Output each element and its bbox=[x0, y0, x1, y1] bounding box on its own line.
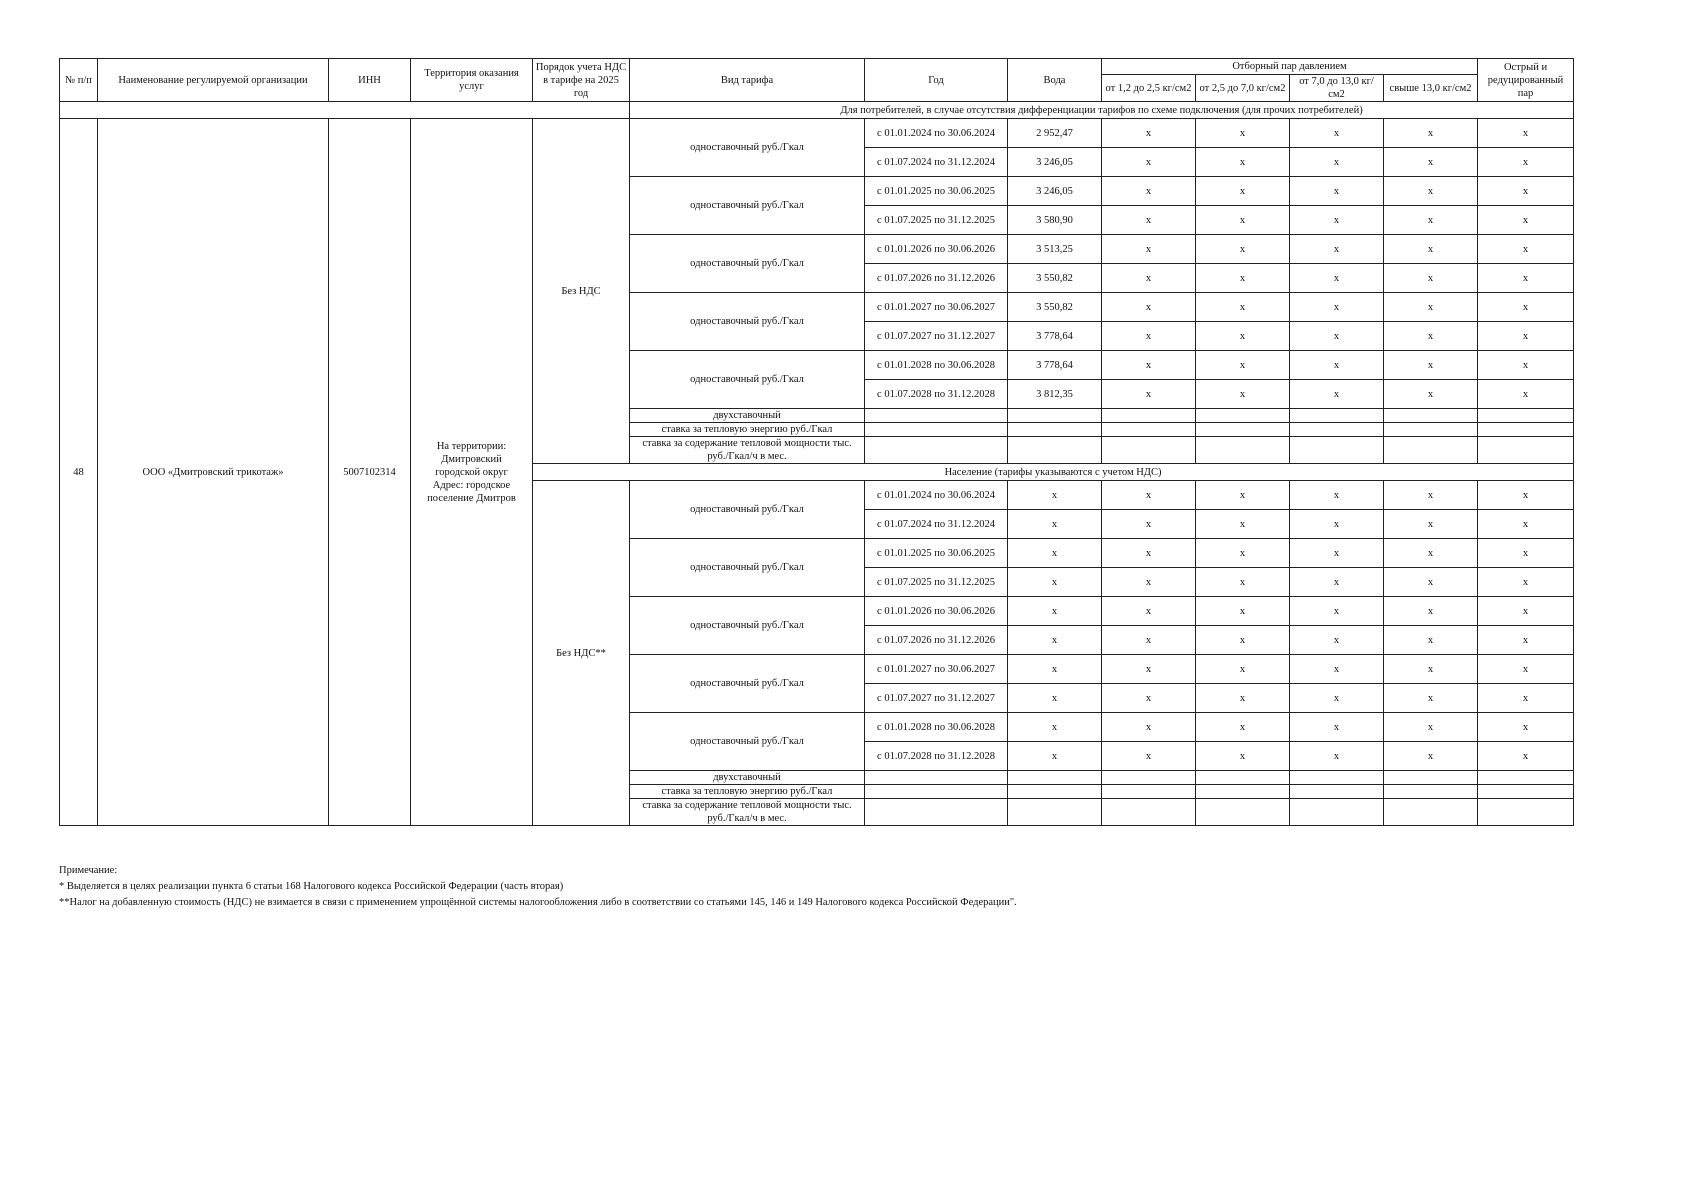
header-org: Наименование регулируемой организации bbox=[98, 59, 329, 102]
empty-cell bbox=[865, 437, 1008, 464]
empty-cell bbox=[1196, 409, 1290, 423]
note-1: * Выделяется в целях реализации пункта 6 статьи 168 Налогового кодекса Российской Федерации (часть вторая) bbox=[59, 881, 564, 892]
header-tariff-type: Вид тарифа bbox=[630, 59, 865, 102]
empty-cell bbox=[1196, 785, 1290, 799]
steam-value: x bbox=[1384, 351, 1478, 380]
period: с 01.07.2026 по 31.12.2026 bbox=[865, 264, 1008, 293]
water-value: x bbox=[1008, 626, 1102, 655]
header-pressure-1: от 1,2 до 2,5 кг/см2 bbox=[1102, 75, 1196, 102]
empty-cell bbox=[865, 409, 1008, 423]
steam-value: x bbox=[1102, 481, 1196, 510]
water-value: x bbox=[1008, 568, 1102, 597]
water-value: 3 778,64 bbox=[1008, 351, 1102, 380]
empty-cell bbox=[865, 771, 1008, 785]
steam-value: x bbox=[1102, 626, 1196, 655]
tariff-type-one-rate: одноставочный руб./Гкал bbox=[630, 597, 865, 655]
row-num: 48 bbox=[60, 119, 98, 826]
empty-cell bbox=[1008, 423, 1102, 437]
steam-value: x bbox=[1196, 597, 1290, 626]
steam-value: x bbox=[1196, 264, 1290, 293]
steam-value: x bbox=[1478, 322, 1574, 351]
steam-value: x bbox=[1290, 380, 1384, 409]
energy-rate: ставка за тепловую энергию руб./Гкал bbox=[630, 423, 865, 437]
steam-value: x bbox=[1102, 380, 1196, 409]
header-vat: Порядок учета НДС в тарифе на 2025 год bbox=[533, 59, 630, 102]
empty-cell bbox=[1008, 771, 1102, 785]
water-value: 3 550,82 bbox=[1008, 264, 1102, 293]
period: с 01.01.2028 по 30.06.2028 bbox=[865, 713, 1008, 742]
water-value: 3 580,90 bbox=[1008, 206, 1102, 235]
steam-value: x bbox=[1290, 177, 1384, 206]
steam-value: x bbox=[1196, 684, 1290, 713]
energy-rate: ставка за тепловую энергию руб./Гкал bbox=[630, 785, 865, 799]
steam-value: x bbox=[1102, 322, 1196, 351]
empty-cell bbox=[1384, 437, 1478, 464]
period: с 01.07.2026 по 31.12.2026 bbox=[865, 626, 1008, 655]
steam-value: x bbox=[1196, 148, 1290, 177]
tariff-type-one-rate: одноставочный руб./Гкал bbox=[630, 235, 865, 293]
water-value: 3 550,82 bbox=[1008, 293, 1102, 322]
water-value: x bbox=[1008, 510, 1102, 539]
empty-cell bbox=[1384, 799, 1478, 826]
period: с 01.07.2024 по 31.12.2024 bbox=[865, 148, 1008, 177]
steam-value: x bbox=[1102, 206, 1196, 235]
steam-value: x bbox=[1102, 351, 1196, 380]
period: с 01.01.2026 по 30.06.2026 bbox=[865, 597, 1008, 626]
steam-value: x bbox=[1384, 597, 1478, 626]
steam-value: x bbox=[1290, 293, 1384, 322]
empty-cell bbox=[1290, 771, 1384, 785]
empty-cell bbox=[865, 423, 1008, 437]
steam-value: x bbox=[1102, 655, 1196, 684]
water-value: x bbox=[1008, 481, 1102, 510]
empty-cell bbox=[1384, 771, 1478, 785]
steam-value: x bbox=[1384, 177, 1478, 206]
header-sharp-steam: Острый и редуцированный пар bbox=[1478, 59, 1574, 102]
steam-value: x bbox=[1478, 684, 1574, 713]
steam-value: x bbox=[1384, 206, 1478, 235]
header-pressure-2: от 2,5 до 7,0 кг/см2 bbox=[1196, 75, 1290, 102]
water-value: 3 812,35 bbox=[1008, 380, 1102, 409]
steam-value: x bbox=[1478, 481, 1574, 510]
header-year: Год bbox=[865, 59, 1008, 102]
steam-value: x bbox=[1478, 568, 1574, 597]
empty-cell bbox=[865, 785, 1008, 799]
water-value: 3 778,64 bbox=[1008, 322, 1102, 351]
water-value: 3 246,05 bbox=[1008, 148, 1102, 177]
empty-cell bbox=[1196, 799, 1290, 826]
empty-cell bbox=[1008, 785, 1102, 799]
steam-value: x bbox=[1478, 539, 1574, 568]
header-inn: ИНН bbox=[329, 59, 411, 102]
header-steam-group: Отборный пар давлением bbox=[1102, 59, 1478, 75]
tariff-table bbox=[59, 58, 1574, 826]
water-value: x bbox=[1008, 713, 1102, 742]
water-value: 3 513,25 bbox=[1008, 235, 1102, 264]
section-population: Население (тарифы указываются с учетом НДС) bbox=[533, 464, 1574, 481]
water-value: x bbox=[1008, 597, 1102, 626]
steam-value: x bbox=[1384, 264, 1478, 293]
notes-title: Примечание: bbox=[59, 865, 118, 876]
capacity-rate: ставка за содержание тепловой мощности тыс. руб./Гкал/ч в мес. bbox=[630, 437, 865, 464]
steam-value: x bbox=[1290, 626, 1384, 655]
empty-cell bbox=[1478, 409, 1574, 423]
period: с 01.07.2028 по 31.12.2028 bbox=[865, 380, 1008, 409]
steam-value: x bbox=[1196, 293, 1290, 322]
tariff-type-one-rate: одноставочный руб./Гкал bbox=[630, 481, 865, 539]
steam-value: x bbox=[1478, 235, 1574, 264]
steam-value: x bbox=[1290, 119, 1384, 148]
steam-value: x bbox=[1196, 351, 1290, 380]
vat-mode: Без НДС bbox=[533, 119, 630, 464]
empty-cell bbox=[1008, 409, 1102, 423]
steam-value: x bbox=[1290, 742, 1384, 771]
steam-value: x bbox=[1196, 380, 1290, 409]
table-body bbox=[60, 102, 1574, 826]
steam-value: x bbox=[1478, 293, 1574, 322]
steam-value: x bbox=[1196, 206, 1290, 235]
empty-cell bbox=[1102, 785, 1196, 799]
tariff-type-one-rate: одноставочный руб./Гкал bbox=[630, 293, 865, 351]
period: с 01.07.2028 по 31.12.2028 bbox=[865, 742, 1008, 771]
water-value: 2 952,47 bbox=[1008, 119, 1102, 148]
empty-cell bbox=[1008, 799, 1102, 826]
steam-value: x bbox=[1290, 206, 1384, 235]
steam-value: x bbox=[1384, 322, 1478, 351]
empty-cell bbox=[1384, 409, 1478, 423]
steam-value: x bbox=[1290, 351, 1384, 380]
empty-cell bbox=[1102, 771, 1196, 785]
period: с 01.01.2025 по 30.06.2025 bbox=[865, 539, 1008, 568]
tariff-type-two-rate: двухставочный bbox=[630, 771, 865, 785]
empty-cell bbox=[1102, 799, 1196, 826]
steam-value: x bbox=[1384, 568, 1478, 597]
steam-value: x bbox=[1102, 264, 1196, 293]
steam-value: x bbox=[1290, 481, 1384, 510]
period: с 01.01.2028 по 30.06.2028 bbox=[865, 351, 1008, 380]
period: с 01.07.2027 по 31.12.2027 bbox=[865, 322, 1008, 351]
steam-value: x bbox=[1290, 713, 1384, 742]
capacity-rate: ставка за содержание тепловой мощности тыс. руб./Гкал/ч в мес. bbox=[630, 799, 865, 826]
table-row bbox=[60, 102, 1574, 119]
steam-value: x bbox=[1102, 119, 1196, 148]
period: с 01.01.2027 по 30.06.2027 bbox=[865, 655, 1008, 684]
empty-cell bbox=[1196, 437, 1290, 464]
steam-value: x bbox=[1384, 481, 1478, 510]
steam-value: x bbox=[1290, 597, 1384, 626]
tariff-type-one-rate: одноставочный руб./Гкал bbox=[630, 119, 865, 177]
water-value: x bbox=[1008, 684, 1102, 713]
steam-value: x bbox=[1478, 742, 1574, 771]
header-territory: Территория оказания услуг bbox=[411, 59, 533, 102]
steam-value: x bbox=[1290, 235, 1384, 264]
steam-value: x bbox=[1478, 655, 1574, 684]
steam-value: x bbox=[1290, 322, 1384, 351]
steam-value: x bbox=[1196, 481, 1290, 510]
steam-value: x bbox=[1478, 148, 1574, 177]
period: с 01.01.2027 по 30.06.2027 bbox=[865, 293, 1008, 322]
tariff-type-one-rate: одноставочный руб./Гкал bbox=[630, 655, 865, 713]
empty-cell bbox=[865, 799, 1008, 826]
header-pressure-3: от 7,0 до 13,0 кг/см2 bbox=[1290, 75, 1384, 102]
notes bbox=[59, 863, 1017, 911]
steam-value: x bbox=[1478, 713, 1574, 742]
empty-cell bbox=[1478, 799, 1574, 826]
steam-value: x bbox=[1384, 119, 1478, 148]
steam-value: x bbox=[1102, 742, 1196, 771]
steam-value: x bbox=[1478, 264, 1574, 293]
tariff-type-one-rate: одноставочный руб./Гкал bbox=[630, 539, 865, 597]
steam-value: x bbox=[1478, 597, 1574, 626]
period: с 01.01.2025 по 30.06.2025 bbox=[865, 177, 1008, 206]
steam-value: x bbox=[1196, 177, 1290, 206]
steam-value: x bbox=[1196, 235, 1290, 264]
org-name: ООО «Дмитровский трикотаж» bbox=[98, 119, 329, 826]
empty-cell bbox=[1290, 799, 1384, 826]
empty-cell bbox=[1478, 771, 1574, 785]
steam-value: x bbox=[1102, 713, 1196, 742]
section-other-consumers: Для потребителей, в случае отсутствия дифференциации тарифов по схеме подключения (для прочих потребителей) bbox=[630, 102, 1574, 119]
empty-cell bbox=[1102, 437, 1196, 464]
steam-value: x bbox=[1102, 235, 1196, 264]
steam-value: x bbox=[1478, 380, 1574, 409]
empty-cell bbox=[1196, 423, 1290, 437]
steam-value: x bbox=[1290, 568, 1384, 597]
steam-value: x bbox=[1290, 264, 1384, 293]
period: с 01.01.2026 по 30.06.2026 bbox=[865, 235, 1008, 264]
steam-value: x bbox=[1384, 235, 1478, 264]
steam-value: x bbox=[1196, 626, 1290, 655]
section-spacer bbox=[60, 102, 630, 119]
empty-cell bbox=[1478, 423, 1574, 437]
steam-value: x bbox=[1478, 626, 1574, 655]
steam-value: x bbox=[1478, 119, 1574, 148]
steam-value: x bbox=[1196, 742, 1290, 771]
note-2: **Налог на добавленную стоимость (НДС) не взимается в связи с применением упрощённой системы налогообложения либо в соответствии со статьями 145, 146 и 149 Налогового кодекса Российской Федерации". bbox=[59, 897, 1017, 908]
steam-value: x bbox=[1478, 177, 1574, 206]
period: с 01.07.2027 по 31.12.2027 bbox=[865, 684, 1008, 713]
inn: 5007102314 bbox=[329, 119, 411, 826]
water-value: x bbox=[1008, 742, 1102, 771]
steam-value: x bbox=[1478, 206, 1574, 235]
steam-value: x bbox=[1384, 684, 1478, 713]
steam-value: x bbox=[1290, 655, 1384, 684]
empty-cell bbox=[1290, 423, 1384, 437]
steam-value: x bbox=[1102, 510, 1196, 539]
steam-value: x bbox=[1478, 351, 1574, 380]
period: с 01.01.2024 по 30.06.2024 bbox=[865, 119, 1008, 148]
table-row bbox=[60, 119, 1574, 148]
steam-value: x bbox=[1196, 119, 1290, 148]
steam-value: x bbox=[1384, 655, 1478, 684]
steam-value: x bbox=[1196, 713, 1290, 742]
steam-value: x bbox=[1384, 742, 1478, 771]
steam-value: x bbox=[1102, 539, 1196, 568]
steam-value: x bbox=[1196, 510, 1290, 539]
empty-cell bbox=[1102, 409, 1196, 423]
steam-value: x bbox=[1196, 322, 1290, 351]
tariff-type-one-rate: одноставочный руб./Гкал bbox=[630, 177, 865, 235]
steam-value: x bbox=[1102, 293, 1196, 322]
steam-value: x bbox=[1384, 713, 1478, 742]
empty-cell bbox=[1478, 785, 1574, 799]
empty-cell bbox=[1290, 437, 1384, 464]
period: с 01.07.2024 по 31.12.2024 bbox=[865, 510, 1008, 539]
steam-value: x bbox=[1478, 510, 1574, 539]
steam-value: x bbox=[1290, 148, 1384, 177]
steam-value: x bbox=[1102, 597, 1196, 626]
steam-value: x bbox=[1102, 568, 1196, 597]
water-value: x bbox=[1008, 539, 1102, 568]
steam-value: x bbox=[1290, 539, 1384, 568]
tariff-type-one-rate: одноставочный руб./Гкал bbox=[630, 351, 865, 409]
water-value: 3 246,05 bbox=[1008, 177, 1102, 206]
empty-cell bbox=[1008, 437, 1102, 464]
steam-value: x bbox=[1102, 148, 1196, 177]
period: с 01.07.2025 по 31.12.2025 bbox=[865, 206, 1008, 235]
empty-cell bbox=[1290, 409, 1384, 423]
water-value: x bbox=[1008, 655, 1102, 684]
territory: На территории: Дмитровский городской округ Адрес: городское поселение Дмитров bbox=[411, 119, 533, 826]
tariff-type-two-rate: двухставочный bbox=[630, 409, 865, 423]
steam-value: x bbox=[1102, 177, 1196, 206]
header-num: № п/п bbox=[60, 59, 98, 102]
empty-cell bbox=[1196, 771, 1290, 785]
steam-value: x bbox=[1384, 539, 1478, 568]
empty-cell bbox=[1290, 785, 1384, 799]
empty-cell bbox=[1102, 423, 1196, 437]
period: с 01.01.2024 по 30.06.2024 bbox=[865, 481, 1008, 510]
empty-cell bbox=[1384, 785, 1478, 799]
vat-mode: Без НДС** bbox=[533, 481, 630, 826]
steam-value: x bbox=[1196, 655, 1290, 684]
steam-value: x bbox=[1290, 510, 1384, 539]
steam-value: x bbox=[1196, 539, 1290, 568]
tariff-type-one-rate: одноставочный руб./Гкал bbox=[630, 713, 865, 771]
period: с 01.07.2025 по 31.12.2025 bbox=[865, 568, 1008, 597]
empty-cell bbox=[1384, 423, 1478, 437]
header-water: Вода bbox=[1008, 59, 1102, 102]
steam-value: x bbox=[1102, 684, 1196, 713]
steam-value: x bbox=[1196, 568, 1290, 597]
steam-value: x bbox=[1384, 510, 1478, 539]
empty-cell bbox=[1478, 437, 1574, 464]
steam-value: x bbox=[1290, 684, 1384, 713]
header-pressure-4: свыше 13,0 кг/см2 bbox=[1384, 75, 1478, 102]
steam-value: x bbox=[1384, 380, 1478, 409]
steam-value: x bbox=[1384, 626, 1478, 655]
steam-value: x bbox=[1384, 148, 1478, 177]
steam-value: x bbox=[1384, 293, 1478, 322]
